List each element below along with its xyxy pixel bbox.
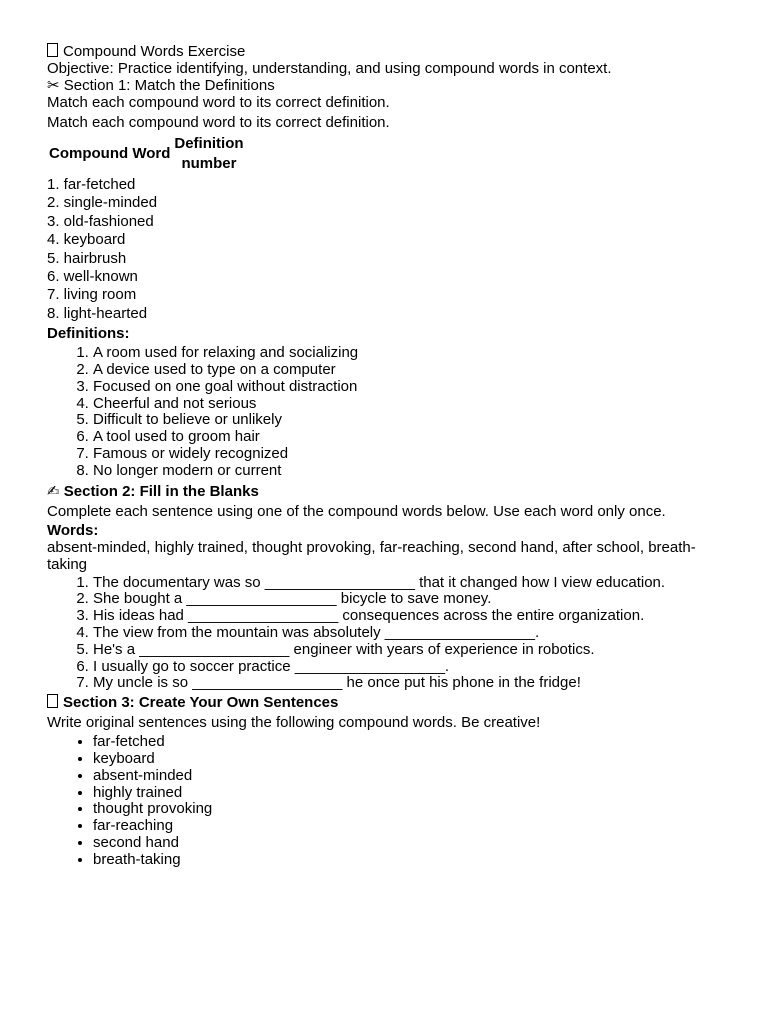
- sentence-word-item: • keyboard: [93, 751, 727, 768]
- section3-heading-line: [47, 694, 727, 711]
- document-icon: [47, 694, 58, 708]
- definition-item: 7. Famous or widely recognized: [93, 446, 727, 463]
- header-definition-line2: number: [181, 155, 237, 172]
- definition-item: 1. A room used for relaxing and socializing: [93, 345, 727, 362]
- compound-word-item: 8. light-hearted: [47, 304, 148, 322]
- header-definition-number: [172, 133, 245, 175]
- section1-instruction-repeat: Match each compound word to its correct definition.: [47, 114, 390, 131]
- definition-item: 3. Focused on one goal without distraction: [93, 379, 727, 396]
- sentence-word-list: [47, 734, 727, 868]
- definition-item: 4. Cheerful and not serious: [93, 396, 727, 413]
- fill-in-sentence: 5. He's a __________________ engineer with years of experience in robotics.: [93, 642, 727, 659]
- fill-in-sentence: 1. The documentary was so __________________ that it changed how I view education.: [93, 575, 727, 592]
- definition-item: 6. A tool used to groom hair: [93, 429, 727, 446]
- definition-item: 5. Difficult to believe or unlikely: [93, 412, 727, 429]
- definitions-list: [47, 345, 727, 479]
- section3-heading: Section 3: Create Your Own Sentences: [63, 694, 339, 712]
- compound-word-item: 6. well-known: [47, 268, 138, 286]
- compound-word-item: 1. far-fetched: [47, 176, 136, 193]
- section2-heading-line: [47, 483, 727, 500]
- compound-word-list: [47, 176, 727, 323]
- section1-heading-line: [47, 77, 727, 94]
- fill-in-sentence: 2. She bought a __________________ bicycle to save money.: [93, 591, 727, 608]
- worksheet-title-line: [47, 43, 727, 60]
- section1-heading: Section 1: Match the Definitions: [63, 77, 275, 94]
- fill-in-blank-list: [47, 575, 727, 693]
- writing-hand-icon: ✍: [47, 482, 60, 500]
- section3-instruction: Write original sentences using the following compound words. Be creative!: [47, 714, 541, 732]
- compound-word-item: 2. single-minded: [47, 194, 158, 212]
- header-compound-word: Compound Word: [49, 145, 171, 162]
- section2-instruction: Complete each sentence using one of the compound words below. Use each word only once.: [47, 502, 666, 520]
- scissors-icon: ✂: [47, 77, 60, 94]
- document-icon: [47, 43, 58, 57]
- sentence-word-item: • far-fetched: [93, 734, 727, 751]
- sentence-word-item: • breath-taking: [93, 852, 727, 869]
- fill-in-sentence: 7. My uncle is so __________________ he once put his phone in the fridge!: [93, 675, 727, 692]
- definition-item: 2. A device used to type on a computer: [93, 362, 727, 379]
- worksheet-title: Compound Words Exercise: [63, 43, 246, 60]
- words-bank: absent-minded, highly trained, thought provoking, far-reaching, second hand, after school, breath-taking: [47, 538, 696, 573]
- section1-instruction: Match each compound word to its correct definition.: [47, 94, 390, 111]
- header-definition-line1: Definition: [174, 135, 244, 152]
- sentence-word-item: • second hand: [93, 835, 727, 852]
- matching-table: [47, 133, 246, 175]
- objective-text: Objective: Practice identifying, understanding, and using compound words in context.: [47, 60, 612, 77]
- matching-table-header: [47, 133, 246, 175]
- section2-heading: Section 2: Fill in the Blanks: [63, 482, 259, 500]
- worksheet-page: [47, 43, 727, 869]
- sentence-word-item: • thought provoking: [93, 801, 727, 818]
- sentence-word-item: • far-reaching: [93, 818, 727, 835]
- definitions-label: Definitions:: [47, 325, 130, 343]
- sentence-word-item: • highly trained: [93, 785, 727, 802]
- words-label: Words:: [47, 521, 99, 539]
- definition-item: 8. No longer modern or current: [93, 463, 727, 480]
- compound-word-item: 3. old-fashioned: [47, 212, 154, 230]
- fill-in-sentence: 3. His ideas had __________________ consequences across the entire organization.: [93, 608, 727, 625]
- sentence-word-item: • absent-minded: [93, 768, 727, 785]
- fill-in-sentence: 4. The view from the mountain was absolutely __________________.: [93, 625, 727, 642]
- fill-in-sentence: 6. I usually go to soccer practice __________________.: [93, 659, 727, 676]
- compound-word-item: 5. hairbrush: [47, 249, 127, 267]
- compound-word-item: 7. living room: [47, 286, 137, 304]
- compound-word-item: 4. keyboard: [47, 231, 126, 249]
